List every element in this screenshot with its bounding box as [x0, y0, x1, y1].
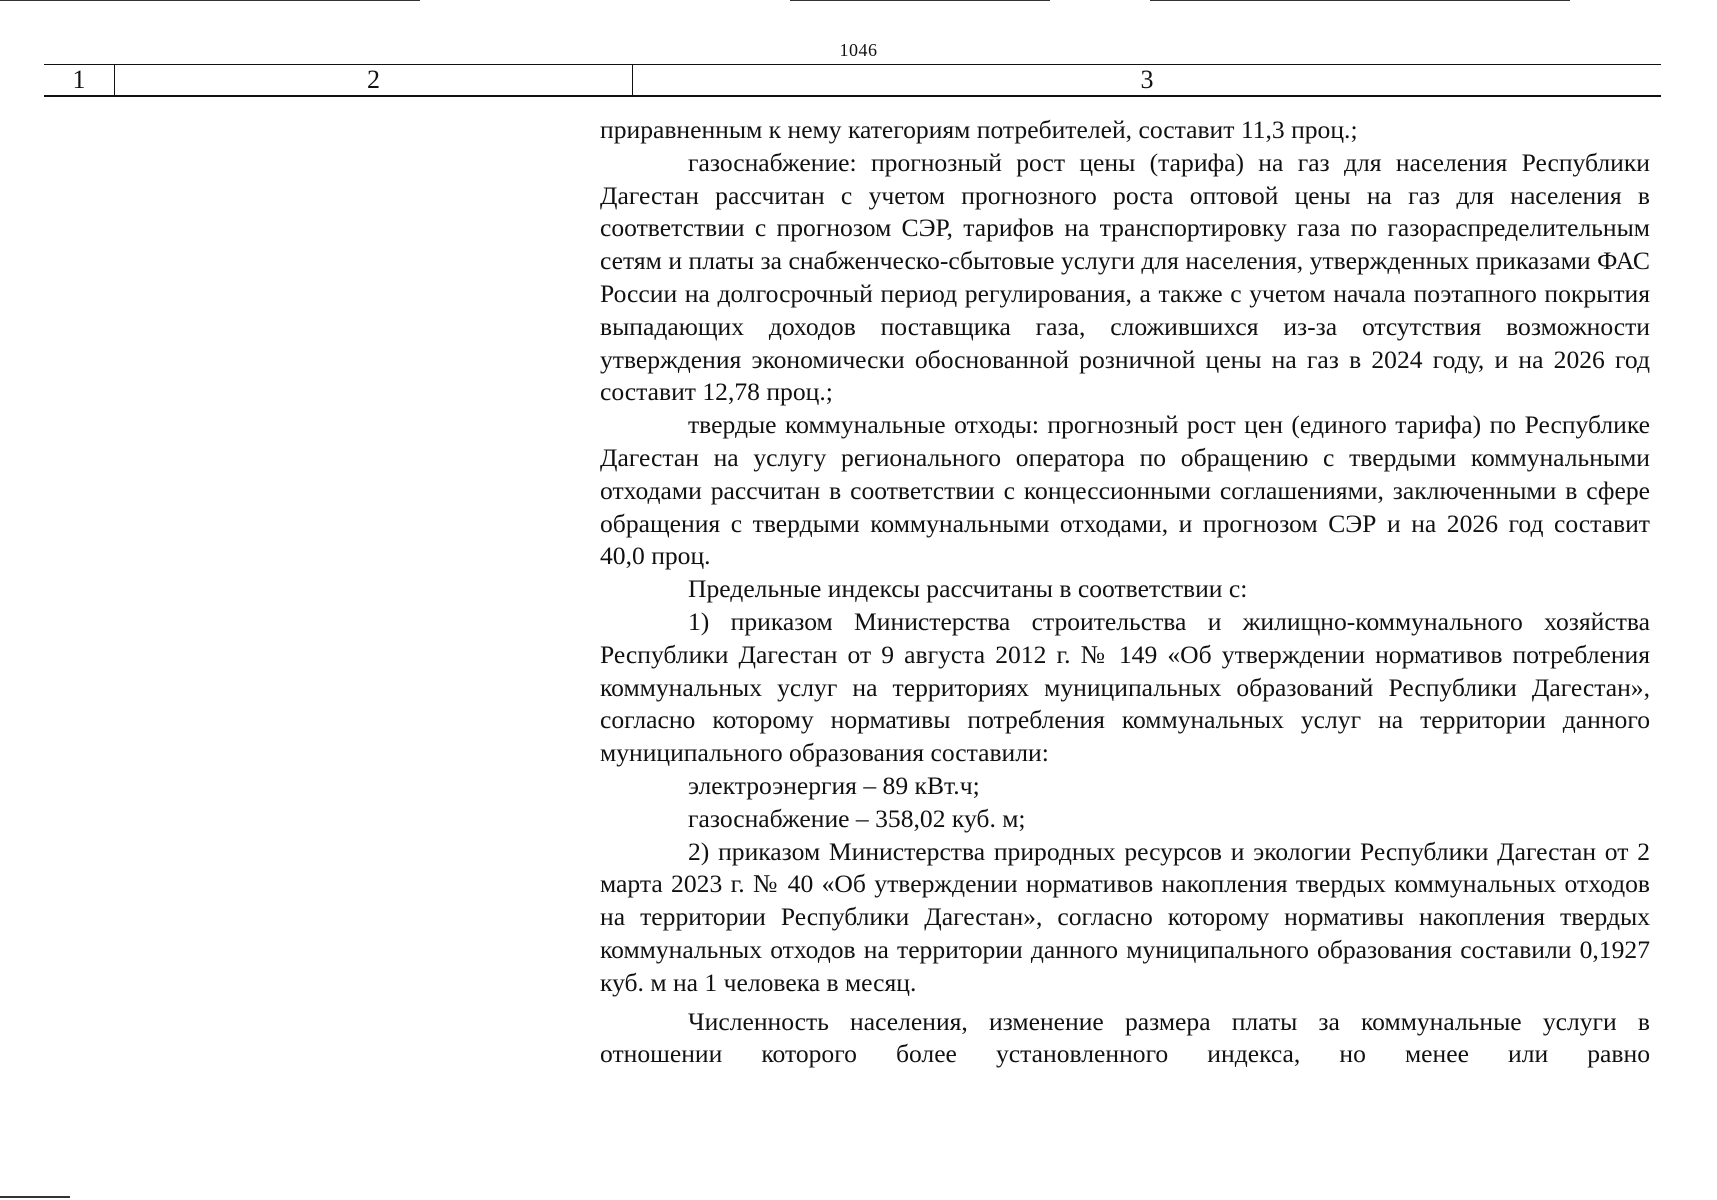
paragraph-continuation: приравненным к нему категориям потребителей, составит 11,3 проц.;: [600, 115, 1358, 144]
paragraph-order-1: 1) приказом Министерства строительства и жилищно-коммунального хозяйства Республики Дагестан от 9 августа 2012 г. № 149 «Об утверждении нормативов потребления коммунальных услуг на территориях муниципальных образований Республики Дагестан», согласно которому нормативы потребления коммунальных услуг на территории данного муниципального образования составили:: [600, 606, 1650, 768]
scan-mark-bottom-left: [0, 1196, 70, 1198]
page-number: 1046: [839, 40, 878, 60]
paragraph-gas-norm: газоснабжение – 358,02 куб. м;: [688, 803, 1026, 833]
table-header-row: [44, 64, 1661, 97]
paragraph-solid-waste: твердые коммунальные отходы: прогнозный рост цен (единого тарифа) по Республике Дагестан на услугу регионального оператора по обращению с твердыми коммунальными отходами рассчитан в соответствии с концессионными соглашениями, заключенными в сфере обращения с твердыми коммунальными отходами, и прогнозом СЭР и на 2026 год составит 40,0 проц.: [600, 410, 1650, 571]
paragraph-order-2: 2) приказом Министерства природных ресурсов и экологии Республики Дагестан от 2 марта 2023 г. № 40 «Об утверждении нормативов накопления твердых коммунальных отходов на территории Республики Дагестан», согласно которому нормативы накопления твердых коммунальных отходов на территории данного муниципального образования составили 0,1927 куб. м на 1 человека в месяц.: [600, 836, 1650, 997]
paragraph-gas-supply: газоснабжение: прогнозный рост цены (тарифа) на газ для населения Республики Дагестан рассчитан с учетом прогнозного роста оптовой цены на газ для населения в соответствии с прогнозом СЭР, тарифов на транспортировку газа по газораспределительным сетям и платы за снабженческо-сбытовые услуги для населения, утвержденных приказами ФАС России на долгосрочный период регулирования, а также с учетом начала поэтапного покрытия выпадающих доходов поставщика газа, сложившихся из-за отсутствия возможности утверждения экономически обоснованной розничной цены на газ в 2024 году, и на 2026 год составит 12,78 проц.;: [600, 147, 1650, 407]
scan-mark-top-left: [0, 0, 420, 1]
paragraph-population: Численность населения, изменение размера платы за коммунальные услуги в отношении которого более установленного индекса, но менее или равно: [600, 1006, 1650, 1069]
paragraph-indices-intro: Предельные индексы рассчитаны в соответствии с:: [688, 574, 1248, 604]
scan-mark-top-center: [790, 0, 1050, 1]
column-number-2: 2: [114, 65, 632, 95]
scan-mark-top-right: [1150, 0, 1570, 1]
document-body: [600, 114, 1650, 1071]
column-number-1: 1: [72, 65, 86, 94]
paragraph-electricity-norm: электроэнергия – 89 кВт.ч;: [688, 770, 980, 800]
column-number-3: 3: [632, 65, 1661, 95]
